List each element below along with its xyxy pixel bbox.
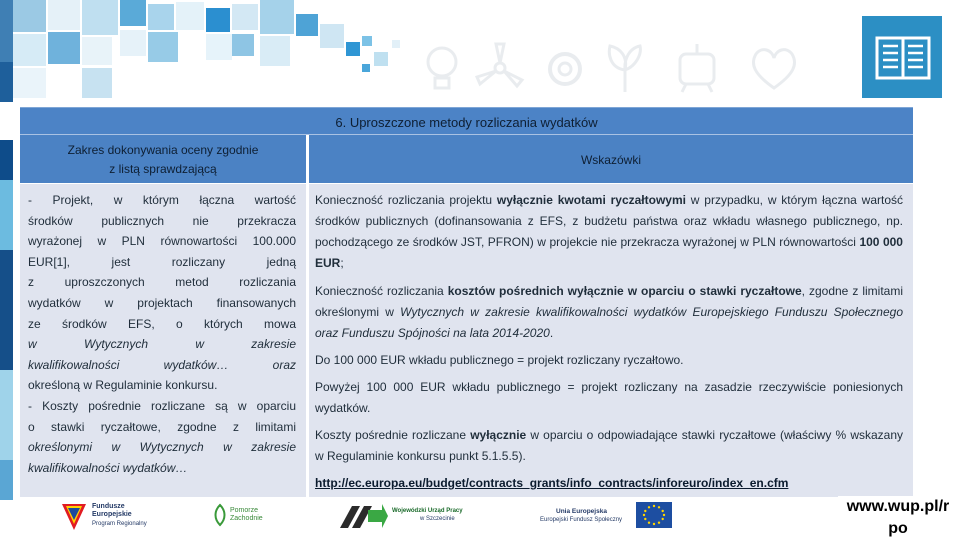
header-right-label: Wskazówki (580, 153, 641, 167)
logo1-line-1: Fundusze (92, 503, 125, 510)
hint-italic: Wytycznych w zakresie kwalifikowalności wydatków Europejskiego Funduszu Społecznego oraz Funduszu Spójności na lata 2014-2020 (315, 305, 903, 340)
table-title: 6. Uproszczone metody rozliczania wydatków (335, 115, 598, 130)
inforeuro-link-row (315, 474, 903, 492)
logo2-line-1: Pomorze (230, 507, 259, 514)
left-line: z uproszczonych metod rozliczania (28, 275, 296, 290)
left-line: określonymi w Wytycznych w zakresie (28, 440, 296, 455)
heart-icon (746, 44, 802, 94)
hint-text: Konieczność rozliczania projektu (315, 193, 497, 207)
hint-bold: wyłącznie kwotami ryczałtowymi (496, 193, 686, 207)
wind-turbine-icon (472, 40, 528, 96)
header-left-line-2: z listą sprawdzającą (109, 162, 217, 176)
left-line: o stawki ryczałtowe, zgodne z limitami (28, 419, 296, 434)
logo3-line-2: w Szczecinie (420, 516, 455, 522)
logo2-line-2: Zachodnie (230, 515, 263, 522)
hint-bold: wyłącznie (470, 428, 527, 442)
hint-paragraph-3: Do 100 000 EUR wkładu publicznego = projekt rozliczany ryczałtowo. (315, 353, 684, 367)
fundusze-europejskie-logo (60, 502, 88, 532)
wup-logo (338, 502, 388, 530)
footer-logos (0, 497, 960, 540)
website-label: www.wup.pl/r po (838, 496, 958, 540)
lightbulb-icon (420, 42, 464, 94)
hint-text: w przypadku, w którym łączna wartość środków publicznych (dofinansowania z EFS, z budżetu państwa oraz wkładu własnego publicznego, np. pochodzącego ze środków JST, PFRON) w projekcie nie przekracza wyrażonej w PLN równowartości (315, 193, 903, 249)
left-line: wyrażonej w PLN równowartości 100.000 (28, 234, 296, 249)
logo4-line-1: Unia Europejska (556, 508, 607, 515)
hint-text: ; (340, 256, 344, 270)
logo1-line-3: Program Regionalny (92, 521, 147, 527)
hint-paragraph-1 (315, 190, 903, 274)
book-icon-box (862, 16, 942, 98)
eu-flag-icon (636, 502, 672, 528)
left-line: w Wytycznych w zakresie (28, 337, 296, 352)
table-title-bar (20, 107, 913, 135)
left-line: środków publicznych nie przekracza (28, 213, 296, 228)
left-line: kwalifikowalności wydatków… oraz (28, 357, 296, 372)
left-line: - Koszty pośrednie rozliczane są w oparciu (28, 399, 296, 413)
header-left-line-1: Zakres dokonywania oceny zgodnie (67, 143, 259, 157)
header-cell-left (20, 135, 306, 183)
book-icon (862, 16, 942, 98)
cog-icon (540, 44, 590, 94)
inforeuro-link[interactable]: http://ec.europa.eu/budget/contracts_grants/info_contracts/inforeuro/index_en.cfm (315, 476, 789, 490)
left-line: określoną w Regulaminie konkursu. (28, 378, 218, 393)
left-line: - Projekt, w którym łączna wartość (28, 193, 296, 207)
hint-text: w oparciu o odpowiadające stawki ryczałtowe (właściwy % wskazany w Regulaminie konkursu punkt 5.1.5.5). (315, 428, 904, 463)
pomorze-zachodnie-logo (212, 503, 228, 527)
hint-paragraph-5 (315, 425, 903, 467)
hint-text: Konieczność rozliczania (315, 284, 448, 298)
hint-bold: kosztów pośrednich wyłącznie w oparciu o stawki ryczałtowe (447, 284, 802, 298)
left-line: ze środków EFS, o których mowa (28, 316, 296, 331)
leaf-icon (600, 40, 650, 96)
hint-text: , zgodne z limitami określonymi w (315, 284, 903, 319)
logo4-line-2: Europejski Fundusz Społeczny (540, 517, 623, 523)
logo3-line-1: Wojewódzki Urząd Pracy (392, 508, 463, 514)
hint-bold: 100 000 EUR (315, 235, 903, 270)
hint-text: . (549, 326, 554, 340)
left-line: EUR[1], jest rozliczany jedną (28, 254, 296, 269)
left-line: wydatków w projektach finansowanych (28, 296, 296, 310)
tram-icon (670, 40, 726, 96)
header-cell-right (309, 135, 913, 183)
hint-paragraph-2 (315, 281, 903, 344)
hint-paragraph-4: Powyżej 100 000 EUR wkładu publicznego = projekt rozliczany na zasadzie rzeczywiście poniesionych wydatków. (315, 380, 903, 415)
logo1-line-2: Europejskie (92, 511, 132, 518)
left-line: kwalifikowalności wydatków… (28, 460, 188, 475)
hint-text: Koszty pośrednie rozliczane (315, 428, 471, 442)
